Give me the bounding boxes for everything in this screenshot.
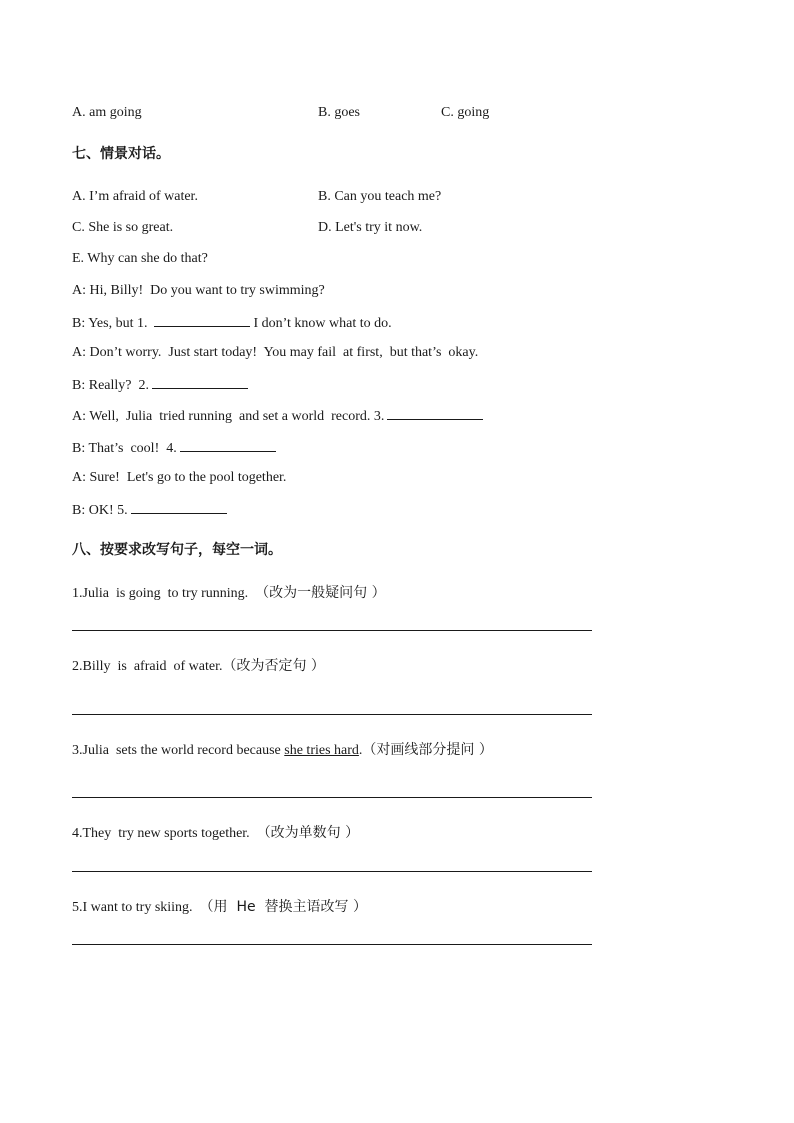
option-a: A. am going	[72, 105, 142, 120]
rewrite-item-1-text: 1.Julia is going to try running.	[72, 586, 256, 601]
dialogue-line-8	[72, 500, 227, 520]
dialogue-line-3: A: Don’t worry. Just start today! You may fail at first, but that’s okay.	[72, 345, 479, 360]
rewrite-item-1	[72, 584, 386, 603]
rewrite-item-5	[72, 898, 367, 917]
blank-4[interactable]	[180, 438, 276, 452]
dialogue-line-5-text: A: Well, Julia tried running and set a world record. 3.	[72, 409, 385, 424]
answer-line-3[interactable]	[72, 797, 592, 798]
section-7-title: 七、情景对话。	[72, 146, 170, 162]
dialogue-line-7: A: Sure! Let's go to the pool together.	[72, 470, 287, 485]
blank-2[interactable]	[152, 375, 248, 389]
dialogue-line-5	[72, 406, 483, 426]
dialogue-line-2-start: B: Yes, but 1.	[72, 316, 148, 331]
choice-a: A. I’m afraid of water.	[72, 189, 198, 204]
rewrite-item-2-text: 2.Billy is afraid of water.	[72, 659, 223, 674]
option-b: B. goes	[318, 105, 360, 120]
rewrite-item-4	[72, 824, 359, 843]
rewrite-item-3-note: （对画线部分提问 ）	[362, 742, 493, 758]
blank-5[interactable]	[131, 500, 227, 514]
answer-line-4[interactable]	[72, 871, 592, 872]
rewrite-item-2	[72, 657, 325, 676]
dialogue-line-1: A: Hi, Billy! Do you want to try swimming?	[72, 283, 325, 298]
section-8-title: 八、按要求改写句子，每空一词。	[72, 542, 282, 558]
rewrite-item-3-end: .	[358, 743, 363, 758]
option-c: C. going	[441, 105, 490, 120]
dialogue-line-8-text: B: OK! 5.	[72, 503, 128, 518]
rewrite-item-2-note: （改为否定句 ）	[222, 658, 325, 674]
choice-b: B. Can you teach me?	[318, 189, 442, 204]
dialogue-line-6	[72, 438, 276, 458]
answer-line-5[interactable]	[72, 944, 592, 945]
rewrite-item-3-text: 3.Julia sets the world record because	[72, 743, 285, 758]
dialogue-line-4-text: B: Really? 2.	[72, 378, 149, 393]
dialogue-line-6-text: B: That’s cool! 4.	[72, 441, 177, 456]
dialogue-line-2-end: I don’t know what to do.	[253, 316, 392, 331]
choice-c: C. She is so great.	[72, 220, 174, 235]
rewrite-item-5-note: （用 He 替换主语改写 ）	[199, 899, 367, 915]
rewrite-item-3-underlined: she tries hard	[284, 743, 359, 758]
rewrite-item-5-text: 5.I want to try skiing.	[72, 900, 200, 915]
blank-1[interactable]	[154, 313, 250, 327]
choice-d: D. Let's try it now.	[318, 220, 423, 235]
answer-line-2[interactable]	[72, 714, 592, 715]
dialogue-line-2	[72, 313, 392, 333]
rewrite-item-4-note: （改为单数句 ）	[256, 825, 360, 841]
choice-e: E. Why can she do that?	[72, 251, 208, 266]
answer-line-1[interactable]	[72, 630, 592, 631]
blank-3[interactable]	[387, 406, 483, 420]
rewrite-item-1-note: （改为一般疑问句 ）	[255, 585, 386, 601]
rewrite-item-4-text: 4.They try new sports together.	[72, 826, 257, 841]
dialogue-line-4	[72, 375, 248, 395]
rewrite-item-3	[72, 741, 493, 760]
